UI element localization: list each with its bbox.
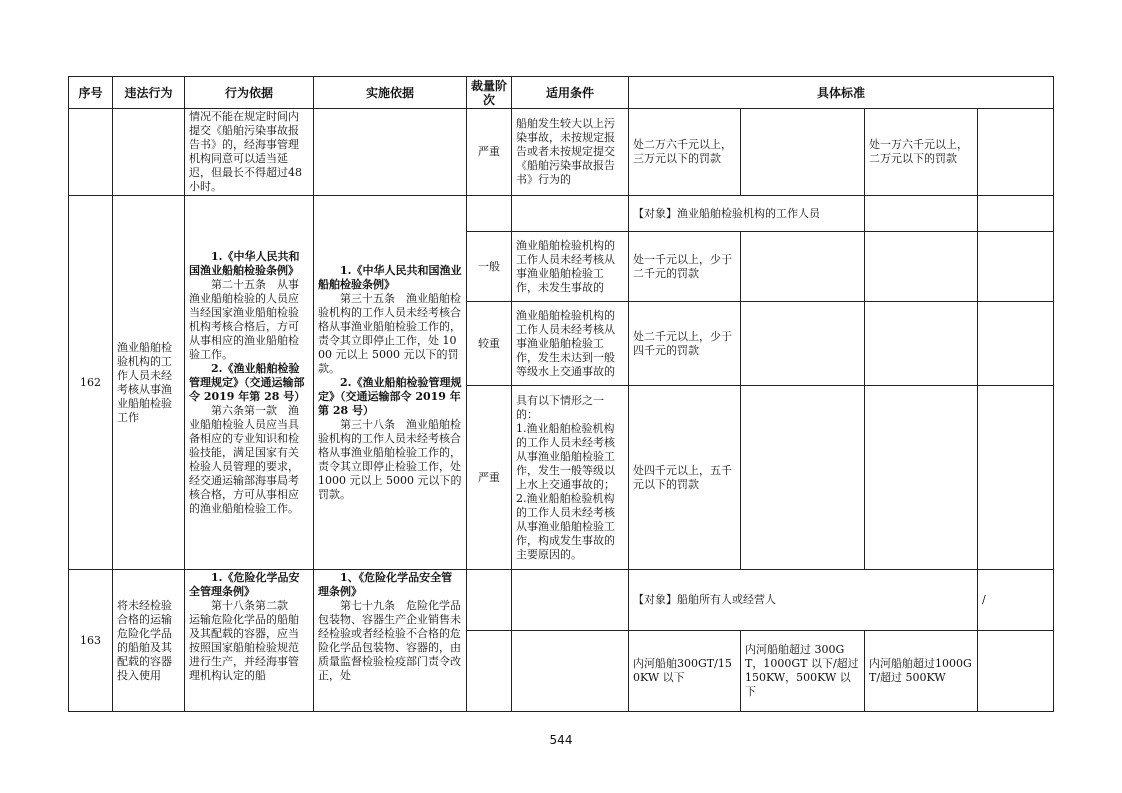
r163-target-row <box>69 570 1054 631</box>
r162-target-std-4 <box>978 196 1054 232</box>
header-impl-basis: 实施依据 <box>314 77 467 109</box>
header-discretion: 裁量阶次 <box>467 77 512 109</box>
r163-behavior: 将未经检验合格的运输危险化学品的船舶及其配载的容器投入使用 <box>113 570 185 712</box>
r162-std-severe: 处四千元以上，五千元以下的罚款 <box>629 386 741 570</box>
r163-std-1: 内河船舶300GT/150KW 以下 <box>629 631 741 712</box>
r162-std-moderate-3 <box>865 302 978 386</box>
r162-std-general-3 <box>865 232 978 302</box>
r163-act-law-1: 1.《危险化学品安全管理条例》 <box>189 571 300 598</box>
r162-std-severe-2 <box>741 386 865 570</box>
r162-condition-severe: 具有以下情形之一的： 1.渔业船舶检验机构的工作人员未经考核从事渔业船舶检验工作，发生一般等级以上水上交通事故的； 2.渔业船舶检验机构的工作人员未经考核从事渔业船舶检验工作，构成发生事故的主要原因的。 <box>512 386 629 570</box>
r162-impl-basis <box>314 196 467 570</box>
header-condition: 适用条件 <box>512 77 629 109</box>
r162-act-article-2: 第六条第一款 渔业船舶检验人员应当具备相应的专业知识和检验技能，满足国家有关检验人员管理的要求，经交通运输部海事局考核合格，方可从事相应的渔业船舶检验工作。 <box>189 403 299 515</box>
r163-std-4 <box>978 631 1054 712</box>
r163-slash: / <box>978 570 1054 631</box>
cont-std-3: 处一万六千元以上，二万元以下的罚款 <box>865 109 978 196</box>
r163-target-level-cell <box>467 570 512 631</box>
r162-std-general-2 <box>741 232 865 302</box>
r163-impl-article-1: 第七十九条 危险化学品包装物、容器生产企业销售未经检验或者经检验不合格的危险化学品包装物、容器的，由质量监督检验检疫部门责令改正，处 <box>318 599 461 682</box>
r162-std-moderate-4 <box>978 302 1054 386</box>
r163-act-article-1: 第十八条第二款 运输危险化学品的船舶及其配载的容器，应当按照国家船舶检验规范进行生产，并经海事管理机构认定的船 <box>189 599 299 682</box>
cont-impl-basis <box>314 109 467 196</box>
r162-std-general-4 <box>978 232 1054 302</box>
r163-impl-law-1: 1、《危险化学品安全管理条例》 <box>318 571 453 598</box>
cont-behavior-cell <box>113 109 185 196</box>
r162-target-row <box>69 196 1054 232</box>
r162-behavior: 渔业船舶检验机构的工作人员未经考核从事渔业船舶检验工作 <box>113 196 185 570</box>
r162-impl-article-2: 第三十八条 渔业船舶检验机构的工作人员未经考核合格从事渔业船舶检验工作的，责令其立即停止检验工作，处 1000 元以上 5000 元以下的罚款。 <box>318 417 462 501</box>
r163-seq: 163 <box>69 570 113 712</box>
header-act-basis: 行为依据 <box>185 77 314 109</box>
header-row <box>69 77 1054 109</box>
cont-std-4 <box>978 109 1054 196</box>
r163-std-3: 内河船舶超过1000GT/超过 500KW <box>865 631 978 712</box>
r162-std-moderate: 处二千元以上，少于四千元的罚款 <box>629 302 741 386</box>
r162-level-severe: 严重 <box>467 386 512 570</box>
r162-act-law-1: 1.《中华人民共和国渔业船舶检验条例》 <box>189 249 300 277</box>
header-seq: 序号 <box>69 77 113 109</box>
cont-act-basis: 情况不能在规定时间内提交《船舶污染事故报告书》的，经海事管理机构同意可以适当延迟，但最长不得超过48 小时。 <box>185 109 314 196</box>
cont-condition: 船舶发生较大以上污染事故，未按规定报告或者未按规定提交《船舶污染事故报告书》行为的 <box>512 109 629 196</box>
r162-impl-law-2: 2.《渔业船舶检验管理规定》（交通运输部令 2019 年第 28 号） <box>318 375 462 417</box>
r162-condition-moderate: 渔业船舶检验机构的工作人员未经考核从事渔业船舶检验工作，发生未达到一般等级水上交通事故的 <box>512 302 629 386</box>
r163-target-condition-cell <box>512 570 629 631</box>
page-number: 544 <box>549 733 573 747</box>
r162-impl-law-1: 1.《中华人民共和国渔业船舶检验条例》 <box>318 263 462 291</box>
r163-level-cell <box>467 631 512 712</box>
penalty-standards-table <box>68 76 1054 712</box>
cont-std-2 <box>741 109 865 196</box>
r162-level-general: 一般 <box>467 232 512 302</box>
r163-impl-basis <box>314 570 467 712</box>
r162-std-severe-3 <box>865 386 978 570</box>
r162-target: 【对象】渔业船舶检验机构的工作人员 <box>629 196 865 232</box>
r162-target-std-3 <box>865 196 978 232</box>
continuation-row <box>69 109 1054 196</box>
r162-std-general: 处一千元以上，少于二千元的罚款 <box>629 232 741 302</box>
r162-condition-general: 渔业船舶检验机构的工作人员未经考核从事渔业船舶检验工作，未发生事故的 <box>512 232 629 302</box>
r163-condition-cell <box>512 631 629 712</box>
cont-seq-cell <box>69 109 113 196</box>
r162-level-moderate: 较重 <box>467 302 512 386</box>
r162-impl-article-1: 第三十五条 渔业船舶检验机构的工作人员未经考核合格从事渔业船舶检验工作的，责令其立即停止工作，处 1000 元以上 5000 元以下的罚款。 <box>318 291 461 375</box>
r162-target-level-cell <box>467 196 512 232</box>
r163-std-2: 内河船舶超过 300GT，1000GT 以下/超过150KW，500KW 以下 <box>741 631 865 712</box>
r162-seq: 162 <box>69 196 113 570</box>
r162-act-law-2: 2.《渔业船舶检验管理规定》（交通运输部令 2019 年第 28 号） <box>189 361 306 403</box>
cont-level: 严重 <box>467 109 512 196</box>
r163-act-basis <box>185 570 314 712</box>
r163-target: 【对象】船舶所有人或经营人 <box>629 570 978 631</box>
r162-act-article-1: 第二十五条 从事渔业船舶检验的人员应当经国家渔业船舶检验机构考核合格后，方可从事相应的渔业船舶检验工作。 <box>189 277 299 361</box>
header-behavior: 违法行为 <box>113 77 185 109</box>
r162-std-severe-4 <box>978 386 1054 570</box>
r162-act-basis <box>185 196 314 570</box>
r162-target-condition-cell <box>512 196 629 232</box>
r162-std-moderate-2 <box>741 302 865 386</box>
cont-std-1: 处二万六千元以上，三万元以下的罚款 <box>629 109 741 196</box>
header-standard: 具体标准 <box>629 77 1054 109</box>
